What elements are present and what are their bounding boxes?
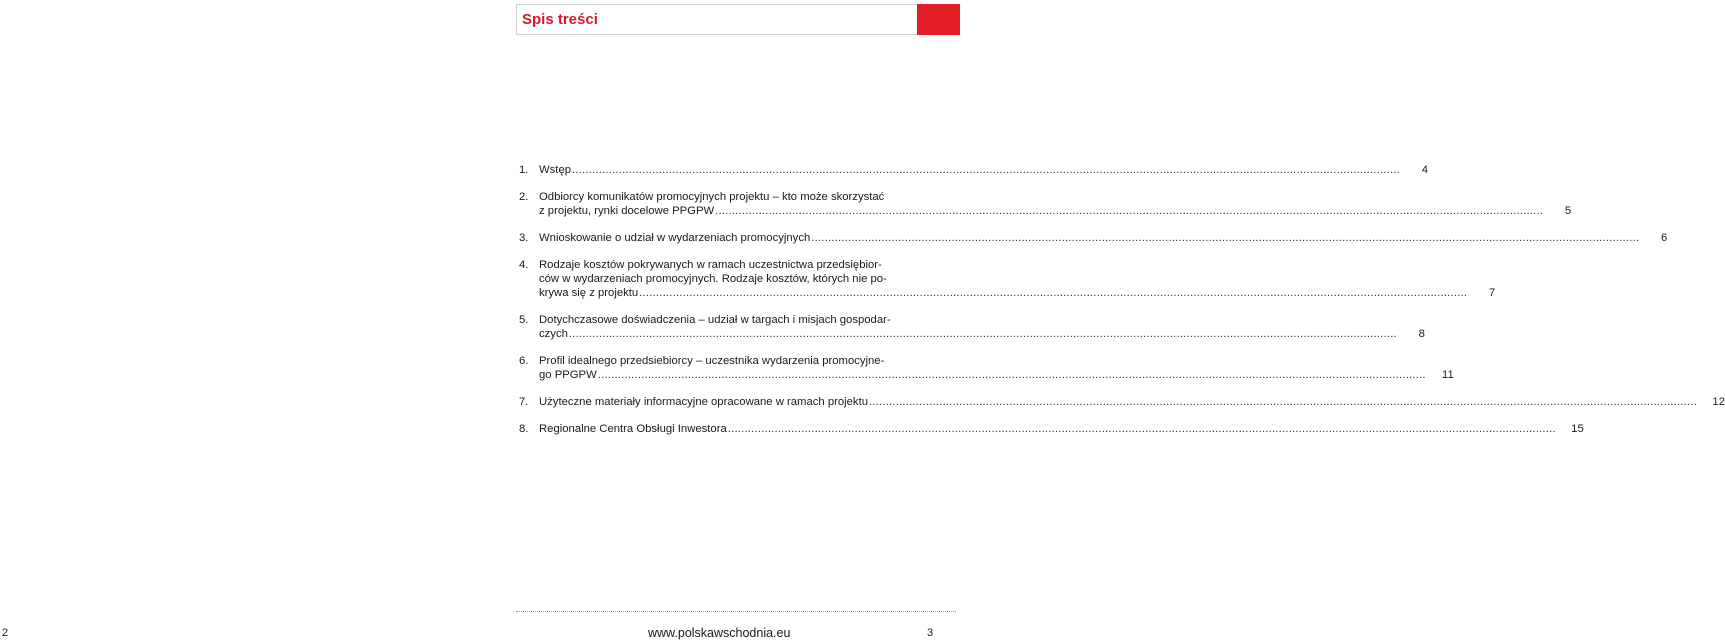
toc-entry-number: 6.	[519, 355, 529, 367]
toc-page-number: 11	[1442, 369, 1454, 381]
toc-dot-leader	[598, 368, 1426, 382]
footer-url-link[interactable]: www.polskawschodnia.eu	[648, 626, 791, 640]
toc-entry-number: 4.	[519, 259, 529, 271]
header-title-box	[516, 4, 917, 35]
toc-entry-title: Wnioskowanie o udział w wydarzeniach promocyjnych	[539, 232, 811, 244]
toc-dot-leader	[869, 395, 1697, 409]
toc-entry-title: z projektu, rynki docelowe PPGPW	[539, 205, 715, 217]
page-title: Spis treści	[522, 11, 598, 28]
toc-entry[interactable]	[519, 258, 1496, 300]
toc-page-number: 7	[1488, 287, 1496, 299]
toc-page-number: 4	[1421, 164, 1428, 176]
toc-page-number: 8	[1418, 328, 1425, 340]
toc-entry-title: Rodzaje kosztów pokrywanych w ramach uczestnictwa przedsiębior-	[539, 259, 882, 271]
toc-dot-leader	[811, 231, 1639, 245]
toc-entry-title: ców w wydarzeniach promocyjnych. Rodzaje kosztów, których nie po-	[539, 273, 887, 285]
toc-dot-leader	[569, 327, 1397, 341]
toc-page-number: 12	[1712, 396, 1725, 408]
toc-entry-title: czych	[539, 328, 568, 340]
toc-page-number: 15	[1571, 423, 1584, 435]
toc-page-number: 6	[1660, 232, 1668, 244]
toc-entry[interactable]	[519, 354, 1454, 382]
toc-dot-leader	[572, 163, 1400, 177]
toc-dot-leader	[715, 204, 1543, 218]
toc-entry-number: 8.	[519, 423, 529, 435]
toc-entry[interactable]	[519, 231, 1668, 245]
toc-entry-number: 2.	[519, 191, 529, 203]
toc-entry[interactable]	[519, 395, 1725, 409]
toc-entry-title: Użyteczne materiały informacyjne opracowane w ramach projektu	[539, 396, 869, 408]
toc-entry-title: go PPGPW	[539, 369, 597, 381]
table-of-contents	[519, 163, 1725, 449]
toc-dot-leader	[639, 286, 1467, 300]
toc-entry[interactable]	[519, 163, 1428, 177]
header-accent-block	[917, 4, 960, 35]
toc-dot-leader	[728, 422, 1556, 436]
toc-entry-title: krywa się z projektu	[539, 287, 639, 299]
toc-entry-title: Wstęp	[539, 164, 572, 176]
toc-entry-title: Odbiorcy komunikatów promocyjnych projektu – kto może skorzystać	[539, 191, 885, 203]
page-number-right: 3	[927, 627, 934, 639]
toc-entry-title: Regionalne Centra Obsługi Inwestora	[539, 423, 727, 435]
footer-divider	[516, 611, 956, 612]
page-number-left: 2	[2, 627, 9, 639]
toc-entry-number: 7.	[519, 396, 529, 408]
toc-entry-number: 3.	[519, 232, 529, 244]
toc-entry-number: 5.	[519, 314, 529, 326]
toc-entry[interactable]	[519, 313, 1425, 341]
toc-page-number: 5	[1564, 205, 1572, 217]
toc-entry[interactable]	[519, 422, 1584, 436]
toc-entry[interactable]	[519, 190, 1572, 218]
toc-entry-title: Dotychczasowe doświadczenia – udział w targach i misjach gospodar-	[539, 314, 891, 326]
toc-entry-number: 1.	[519, 164, 529, 176]
toc-entry-title: Profil idealnego przedsiebiorcy – uczestnika wydarzenia promocyjne-	[539, 355, 885, 367]
